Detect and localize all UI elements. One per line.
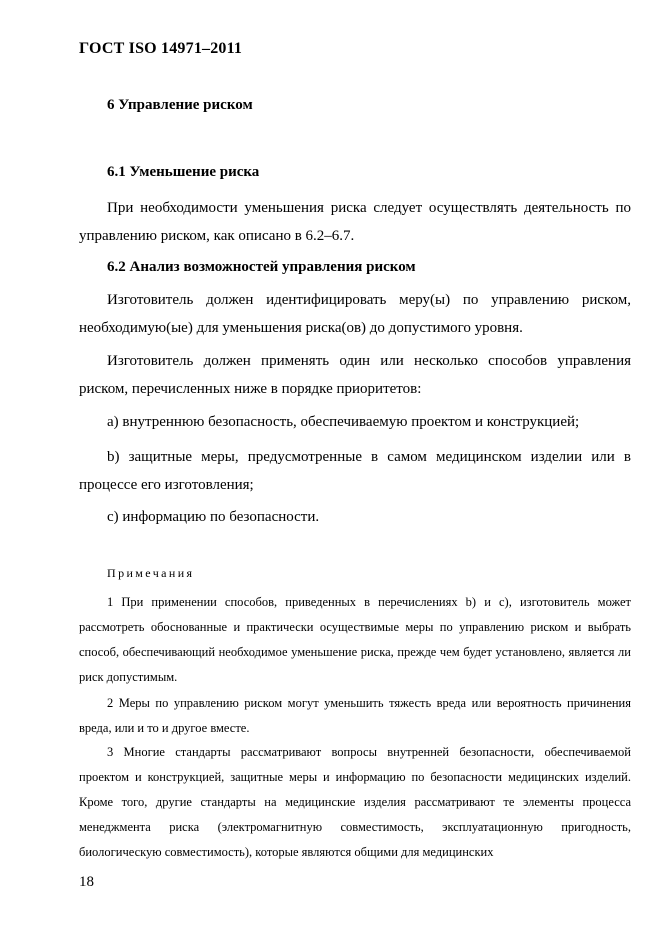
page-number: 18 — [79, 874, 94, 890]
notes-title: Примечания — [107, 566, 195, 580]
list-item-a: a) внутреннюю безопасность, обеспечиваемую проектом и конструкцией; — [107, 414, 580, 430]
section-6-1-paragraph: При необходимости уменьшения риска следует осуществлять деятельность по управлению риском, как описано в 6.2–6.7. — [79, 200, 631, 244]
list-item-c: c) информацию по безопасности. — [107, 509, 320, 525]
section-6-2-paragraph-1: Изготовитель должен идентифицировать меру(ы) по управлению риском, необходимую(ые) для уменьшения риска(ов) до допустимого уровня. — [79, 292, 631, 336]
note-3: 3 Многие стандарты рассматривают вопросы внутренней безопасности, обеспечиваемой проектом и конструкцией, защитные меры и информацию по безопасности медицинских изделий. Кроме того, другие стандарты на медицинские изделия рассматривают те элементы процесса менеджмента риска (электромагнитную совместимость, эксплуатационную пригодность, биологическую совместимость), которые являются общими для медицинских — [79, 745, 631, 859]
section-6-1-title: 6.1 Уменьшение риска — [107, 164, 260, 180]
note-1: 1 При применении способов, приведенных в перечислениях b) и c), изготовитель может рассмотреть обоснованные и практически осуществимые меры по управлению риском и выбрать способ, обеспечивающий необходимое уменьшение риска, прежде чем будет установлено, является ли риск допустимым. — [79, 595, 631, 684]
section-6-2-paragraph-2: Изготовитель должен применять один или несколько способов управления риском, перечисленных ниже в порядке приоритетов: — [79, 353, 631, 397]
note-2: 2 Меры по управлению риском могут уменьшить тяжесть вреда или вероятность причинения вреда, или и то и другое вместе. — [79, 696, 631, 735]
section-6-2-title: 6.2 Анализ возможностей управления риском — [107, 259, 416, 275]
section-6-title: 6 Управление риском — [107, 97, 253, 113]
list-item-b: b) защитные меры, предусмотренные в самом медицинском изделии или в процессе его изготовления; — [79, 449, 631, 493]
document-header: ГОСТ ISO 14971–2011 — [79, 40, 243, 57]
